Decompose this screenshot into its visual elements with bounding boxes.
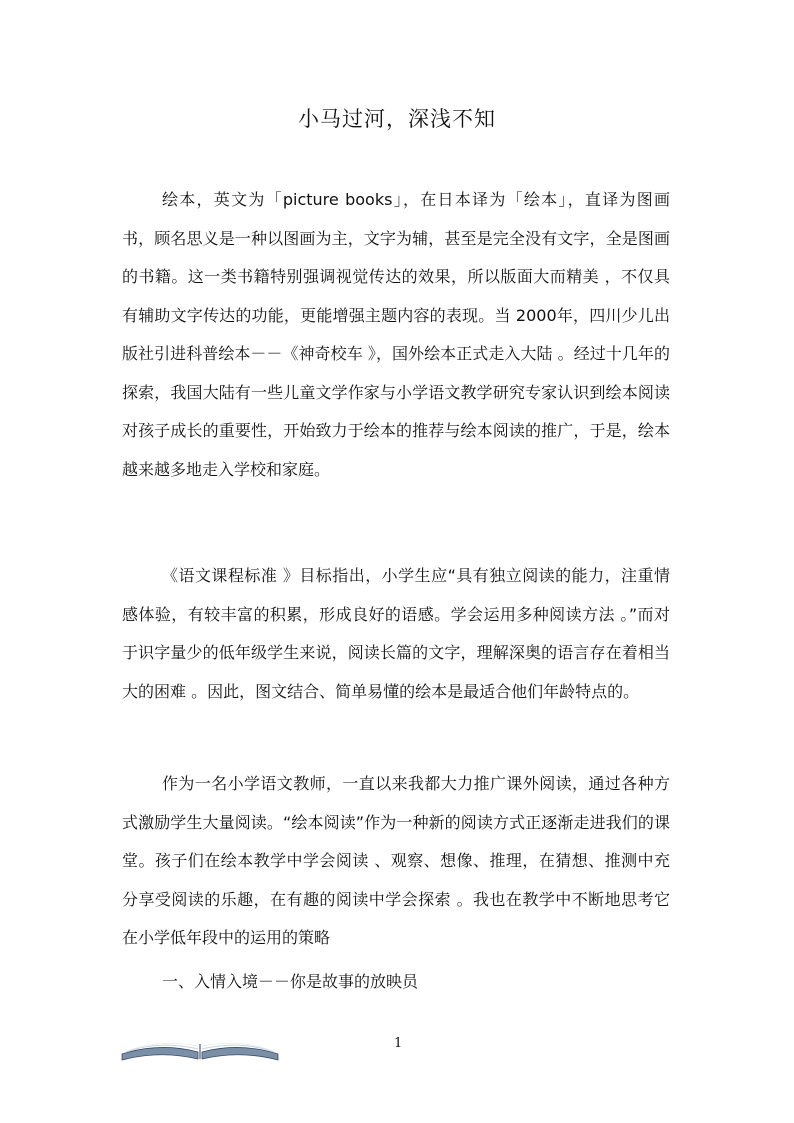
page-number: 1 bbox=[394, 1036, 403, 1051]
paragraph-1: 绘本，英文为「picture books」，在日本译为「绘本」，直译为图画书，顾名思义是一种以图画为主，文字为辅，甚至是完全没有文字，全是图画的书籍。这一类书籍特别强调视觉传达的效果，所以版面大而精美 ，不仅具有辅助文字传达的功能，更能增强主题内容的表现。当 2000年，四川少儿出版社引进科普绘本－－《神奇校车 》，国外绘本正式走入大陆 。经过十几年的探索，我国大陆有一些儿童文学作家与小学语文教学研究专家认识到绘本阅读对孩子成长的重要性，开始致力于绘本的推荐与绘本阅读的推广，于是，绘本越来越多地走入学校和家庭。 bbox=[122, 190, 670, 479]
section-heading: 一、入情入境－－你是故事的放映员 bbox=[162, 972, 419, 991]
paragraph-2: 《语文课程标准 》目标指出，小学生应“具有独立阅读的能力，注重情感体验，有较丰富的积累，形成良好的语感。学会运用多种阅读方法 。”而对于识字量少的低年级学生来说，阅读长篇的文字，理解深奥的语言存在着相当大的困难 。因此，图文结合、简单易懂的绘本是最适合他们年龄特点的。 bbox=[122, 566, 670, 701]
paragraph-3: 作为一名小学语文教师，一直以来我都大力推广课外阅读，通过各种方式激励学生大量阅读。“绘本阅读”作为一种新的阅读方式正逐渐走进我们的课堂。孩子们在绘本教学中学会阅读 、观察、想像、推理，在猜想、推测中充分享受阅读的乐趣，在有趣的阅读中学会探索 。我也在教学中不断地思考它在小学低年段中的运用的策略 bbox=[122, 774, 670, 947]
open-book-icon bbox=[120, 1032, 280, 1062]
document-title: 小马过河，深浅不知 bbox=[298, 107, 496, 131]
